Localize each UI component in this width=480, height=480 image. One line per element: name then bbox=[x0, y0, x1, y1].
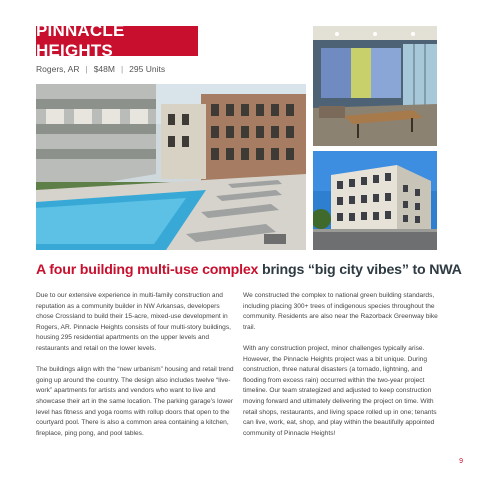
project-title: PINNACLE HEIGHTS bbox=[36, 21, 125, 60]
building-exterior-photo bbox=[313, 151, 437, 250]
lobby-photo bbox=[313, 26, 437, 146]
project-meta bbox=[36, 64, 165, 74]
body-paragraph: We constructed the complex to national green building standards, including placing 300+ trees of indigenous species throughout the community. Residents are also near the Razorback Greenway bike trail. bbox=[243, 292, 438, 331]
project-cost: $48M bbox=[93, 64, 115, 74]
pool-courtyard-photo bbox=[36, 84, 306, 250]
headline-remainder: brings “big city vibes” to NWA bbox=[258, 262, 462, 278]
body-column-right bbox=[243, 291, 443, 450]
page-number: 9 bbox=[459, 458, 463, 465]
body-paragraph: Due to our extensive experience in multi-family construction and reputation as a community builder in NW Arkansas, developers chose Crossland to build their 15-acre, mixed-use development in Rogers, AR. Pinnacle Heights consists of four multi-story buildings, housing 295 residential apartments on the upper levels and restaurants and retail on the lower levels. bbox=[36, 292, 231, 352]
body-column-left bbox=[36, 291, 234, 450]
article-headline bbox=[36, 262, 462, 278]
project-title-banner bbox=[36, 21, 198, 60]
meta-separator: | bbox=[120, 64, 124, 74]
meta-separator: | bbox=[85, 64, 88, 74]
headline-highlight: A four building multi-use complex bbox=[36, 262, 259, 278]
project-location: Rogers, AR bbox=[36, 64, 80, 74]
body-paragraph: With any construction project, minor challenges typically arise. However, the Pinnacle Heights project was a bit unique. During construction, three natural disasters (a tornado, lightning, and flooding from excess rain) occurred within the two-year project timeline. Our team strategized and adjusted to keep construction moving forward and ultimately delivering the project on time. With retail shops, restaurants, and living space rolled up in one; tenants can live, work, eat, shop, and play within the beautifully appointed community of Pinnacle Heights! bbox=[243, 344, 437, 437]
body-paragraph: The buildings align with the “new urbanism” housing and retail trend going up around the country. The design also includes twelve “live-work” apartments for artists and vendors who want to live and showcase their art in the same location. The parking garage’s lower level has fitness and yoga rooms with rollup doors that open to the courtyard pool. There is also a common area containing a kitchen, fireplace, ping pong, and pool tables. bbox=[36, 366, 234, 437]
project-units: 295 Units bbox=[129, 64, 166, 74]
